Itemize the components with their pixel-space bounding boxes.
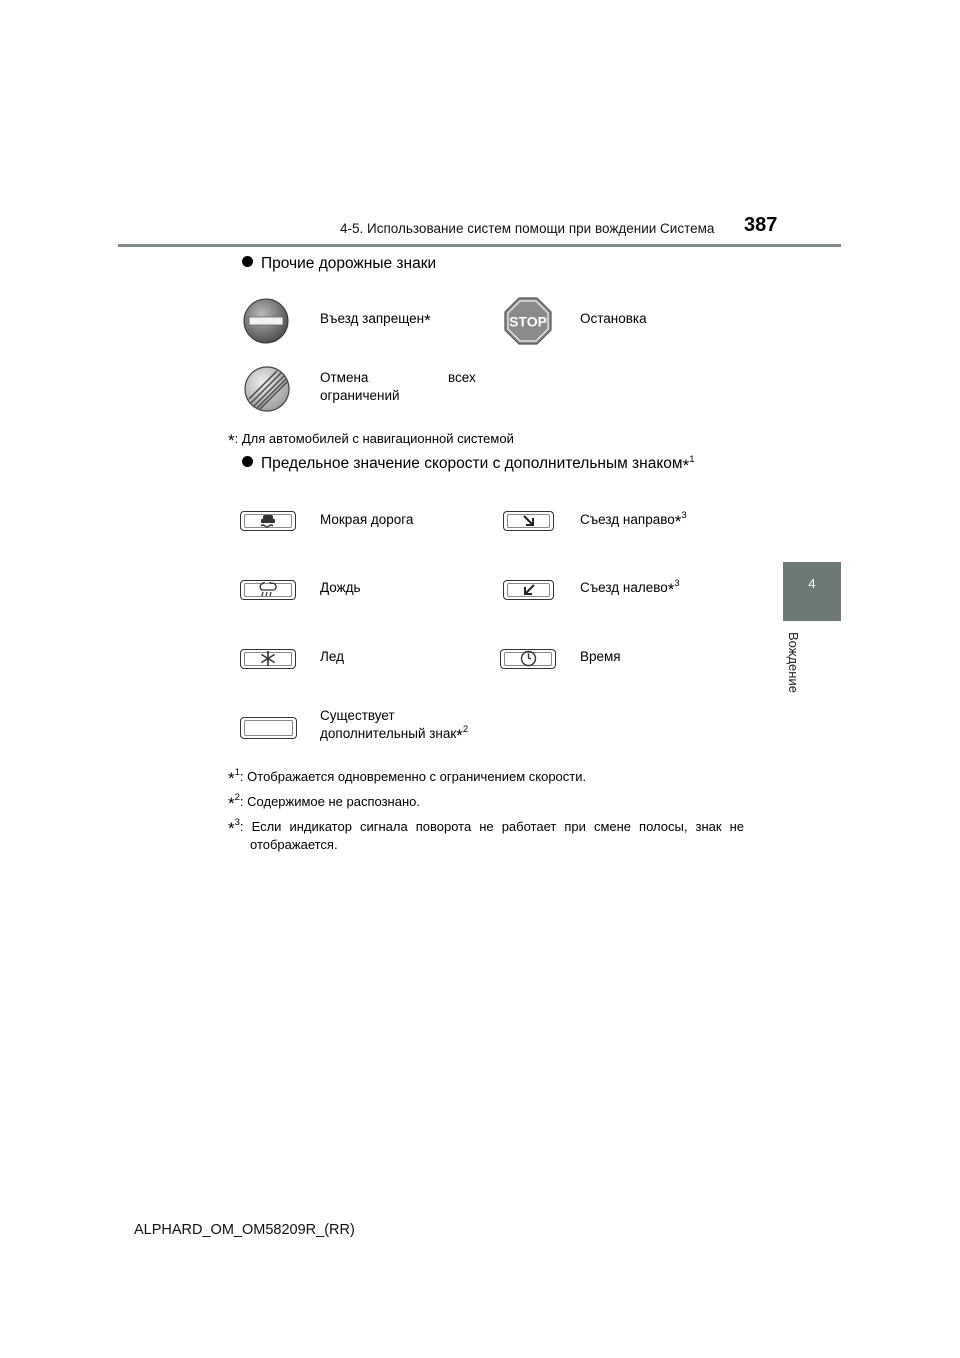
no-entry-sign-icon <box>243 298 289 344</box>
label-additional-sign-line2: дополнительный знак*$^2$ <box>320 724 469 745</box>
label-end-restrictions-word2: всех <box>448 370 476 385</box>
label-ice: Лед <box>320 649 344 664</box>
chapter-label: Вождение <box>786 632 801 693</box>
footnote-1: *$^1$: Отображается одновременно с ограничением скорости. <box>228 767 587 788</box>
footnote-3: *$^3$: Если индикатор сигнала поворота не работает при смене полосы, знак не отображается. <box>228 817 744 852</box>
label-exit-right: Съезд направо*$^3$ <box>580 510 687 531</box>
bullet-icon <box>242 456 253 467</box>
label-end-restrictions-line2: ограничений <box>320 388 400 403</box>
label-stop: Остановка <box>580 311 647 326</box>
label-additional-sign-line1: Существует <box>320 708 395 723</box>
section-title: 4-5. Использование систем помощи при вождении Система <box>340 221 715 236</box>
chapter-tab[interactable] <box>783 562 841 621</box>
end-of-restrictions-sign-icon <box>244 366 290 412</box>
section1-title: Прочие дорожные знаки <box>242 255 436 273</box>
header-rule <box>118 244 841 247</box>
chapter-number: 4 <box>808 576 816 591</box>
label-rain: Дождь <box>320 580 361 595</box>
bullet-icon <box>242 256 253 267</box>
section2-title: Предельное значение скорости с дополнительным знаком*$^1$ <box>242 455 695 473</box>
label-time: Время <box>580 649 621 664</box>
ice-plate-icon <box>240 649 296 669</box>
footnote-2: *$^2$: Содержимое не распознано. <box>228 792 420 813</box>
section1-footnote: *: Для автомобилей с навигационной системой <box>228 431 514 450</box>
label-end-restrictions-line1: Отмена <box>320 370 369 385</box>
svg-text:STOP: STOP <box>509 313 547 330</box>
rain-plate-icon <box>240 580 296 600</box>
document-id: ALPHARD_OM_OM58209R_(RR) <box>134 1222 355 1238</box>
label-exit-left: Съезд налево*$^3$ <box>580 578 680 599</box>
exit-right-plate-icon <box>503 511 554 531</box>
exit-left-plate-icon <box>503 580 554 600</box>
label-wet-road: Мокрая дорога <box>320 512 414 527</box>
wet-road-plate-icon <box>240 511 296 531</box>
blank-plate-icon <box>240 717 297 739</box>
stop-sign-icon <box>504 297 552 345</box>
time-plate-icon <box>500 649 556 669</box>
page-number: 387 <box>744 214 778 236</box>
label-no-entry: Въезд запрещен* <box>320 311 431 330</box>
